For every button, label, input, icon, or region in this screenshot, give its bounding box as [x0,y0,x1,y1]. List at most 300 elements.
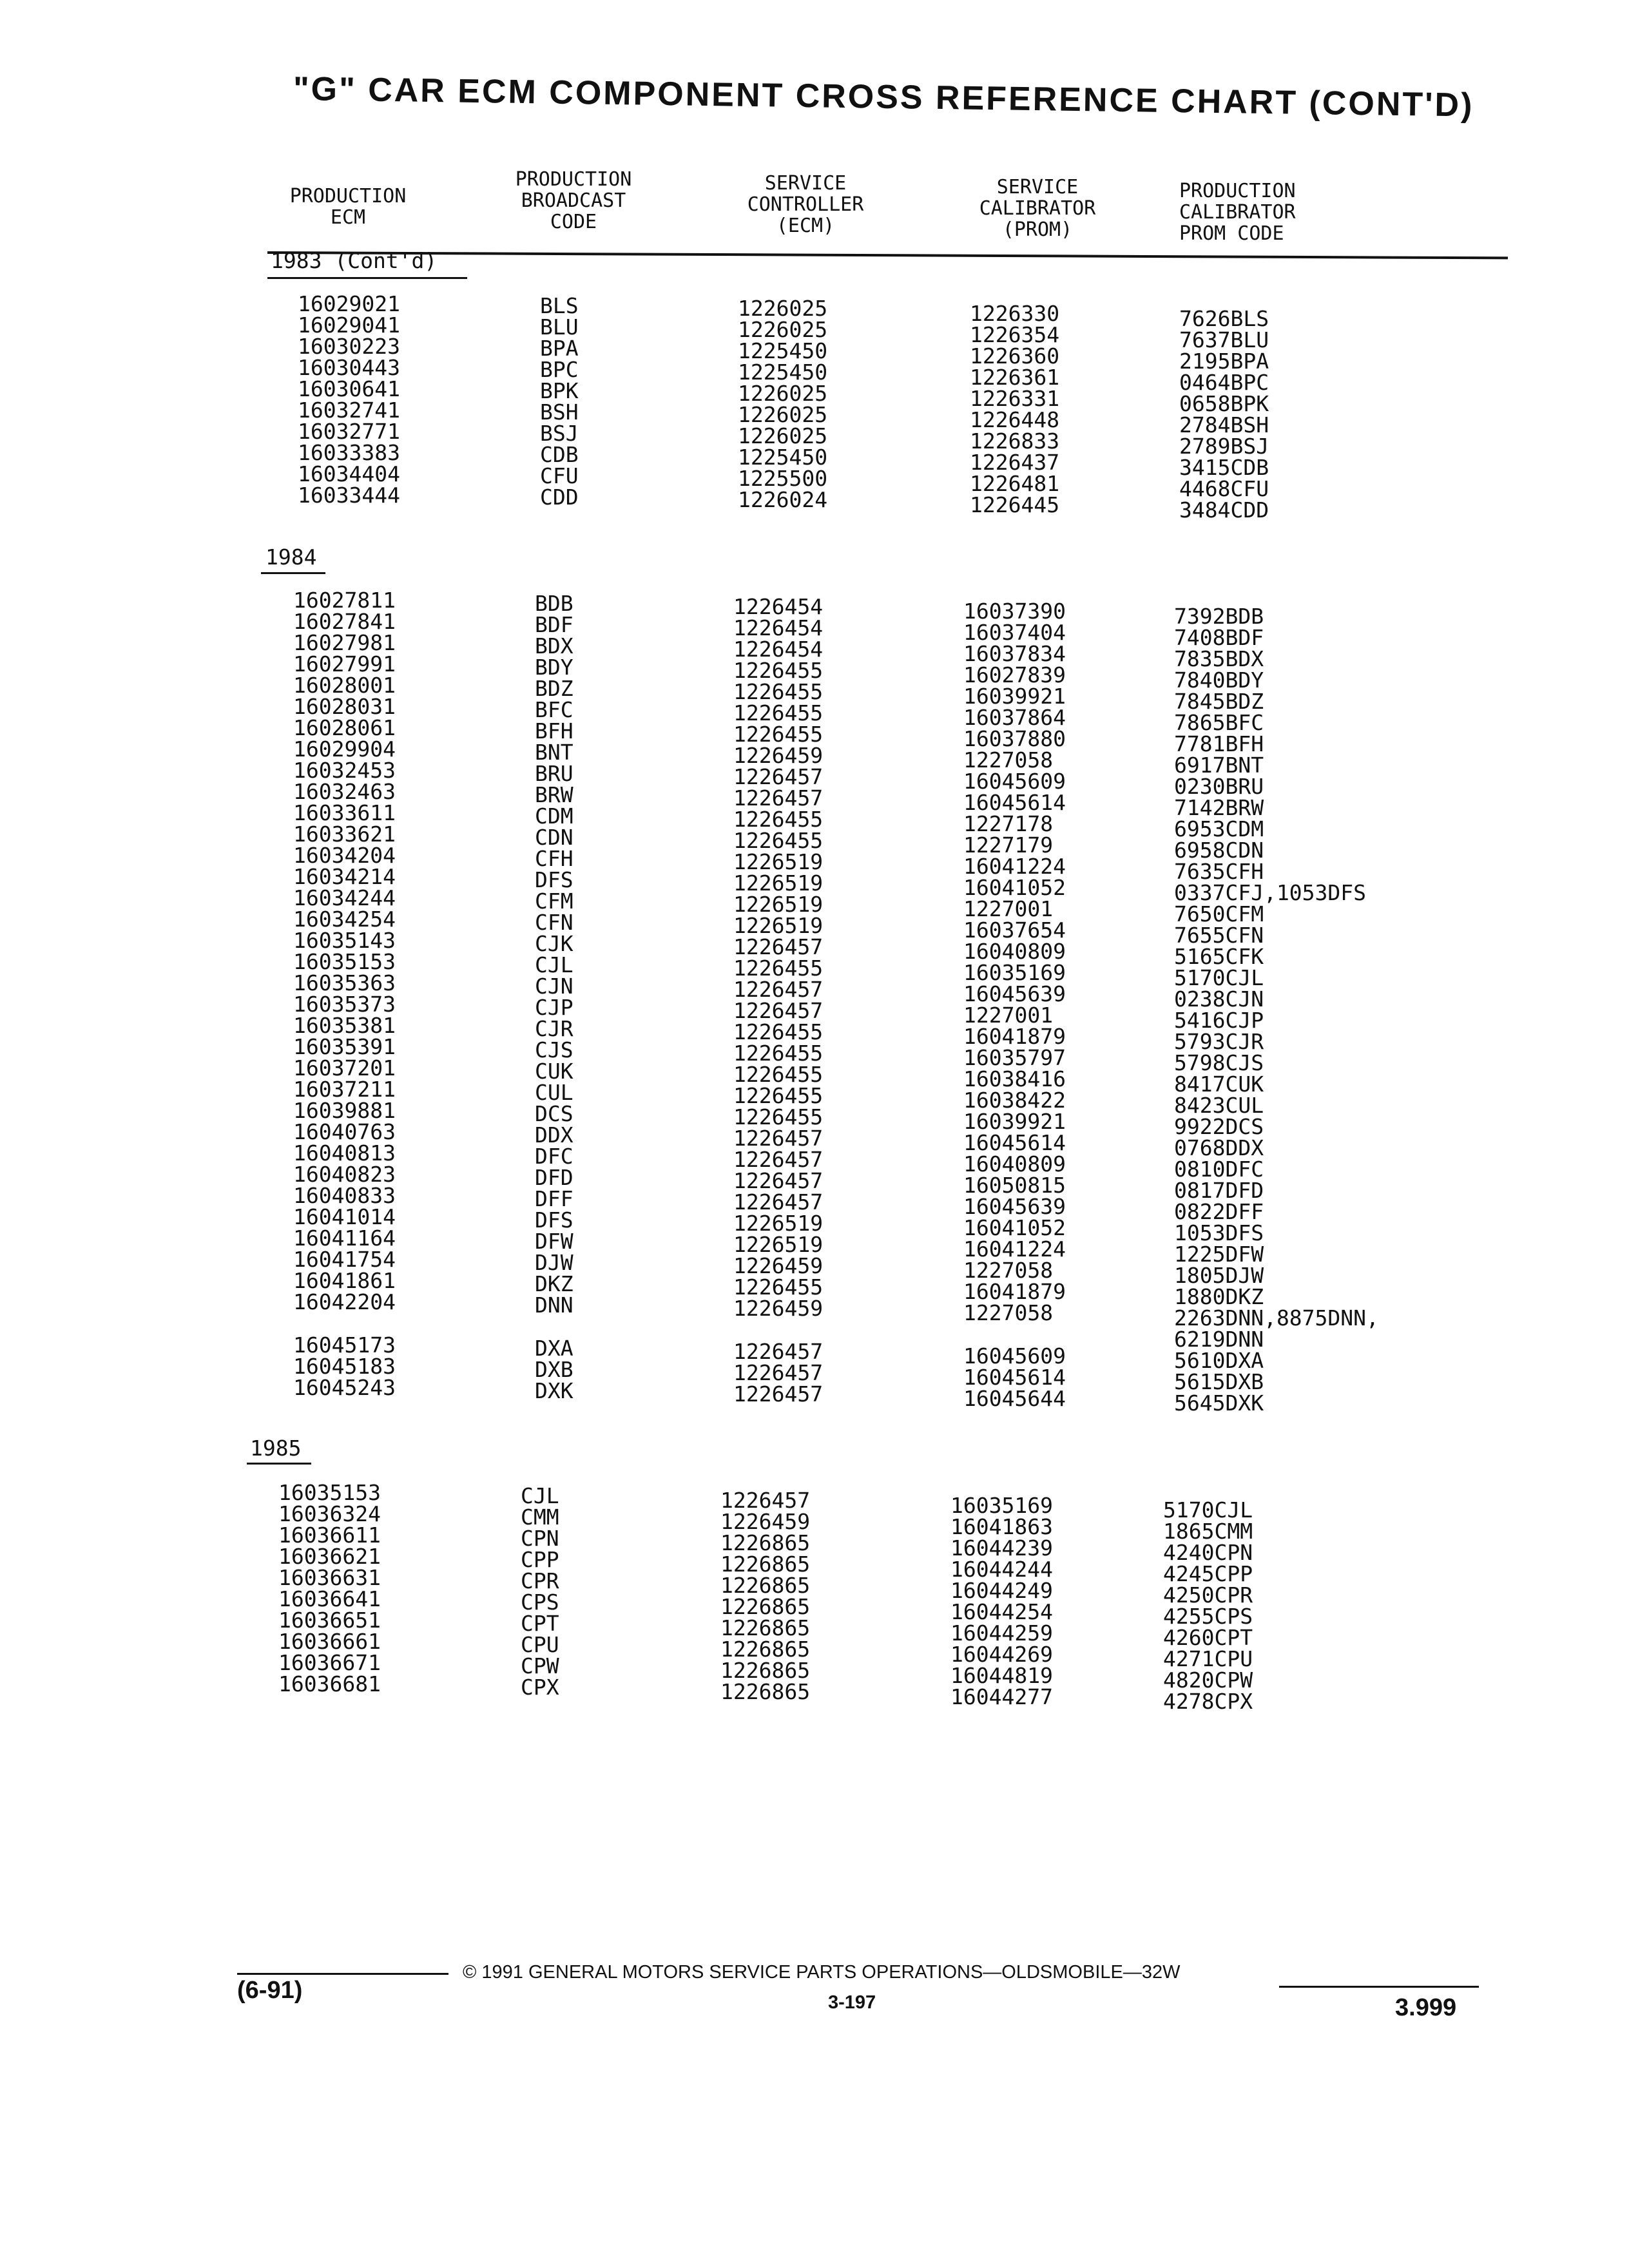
table-cell: 1226455 [733,700,824,726]
table-cell: 1805DJW [1174,1263,1264,1288]
table-cell: 1226437 [970,450,1060,475]
footer-page-number: 3-197 [828,1992,876,2013]
table-cell: 6953CDM [1174,816,1264,841]
table-cell: 16044277 [950,1684,1053,1709]
table-cell: 16045609 [963,769,1066,794]
table-cell: 7865BFC [1174,710,1264,735]
table-cell: 4255CPS [1163,1604,1253,1629]
table-cell: 16045609 [963,1343,1066,1369]
table-cell [733,1319,823,1341]
table-cell: 1226455 [733,658,824,683]
table-cell: 16038416 [963,1066,1066,1091]
table-cell: 1226361 [970,365,1060,390]
table-cell: 7781BFH [1174,731,1264,756]
table-cell: 1227001 [963,1003,1054,1028]
table-cell: 1226455 [733,1041,824,1066]
table-cell: 9922DCS [1174,1114,1264,1139]
table-cell: 1226455 [733,722,824,747]
section-label-1983: 1983 (Cont'd) [271,248,438,273]
header-line: CALIBRATOR [979,197,1096,220]
table-cell: DJW [535,1250,574,1275]
table-cell: 1226025 [738,296,828,321]
table-cell: 16034204 [293,843,396,868]
column-service-calibrator [950,1495,1053,1707]
column-prom-code [1163,1499,1253,1712]
table-cell: 1226454 [733,594,824,619]
table-cell: BDZ [535,676,574,701]
column-broadcast-code [521,1485,559,1698]
table-cell: 0658BPK [1179,391,1269,416]
table-cell: CFH [535,846,574,871]
table-cell: 1226519 [733,849,824,874]
table-cell: 4278CPX [1163,1689,1253,1714]
table-cell: 16036661 [278,1629,381,1654]
table-cell: CPP [521,1547,559,1572]
table-cell: 16027839 [963,662,1066,687]
table-cell: 1225500 [738,466,828,491]
footer-copyright: © 1991 GENERAL MOTORS SERVICE PARTS OPERATIONS—OLDSMOBILE—32W [463,1962,1181,1983]
column-service-controller [720,1490,810,1702]
table-cell [963,1323,1066,1345]
table-cell: 4240CPN [1163,1540,1253,1565]
table-cell: CDD [540,485,579,510]
table-cell: BNT [535,740,574,765]
table-cell: 7635CFH [1174,859,1264,884]
table-cell: 16029041 [298,312,400,338]
table-cell: 16035373 [293,992,396,1017]
section-underline [267,277,467,279]
table-cell: 7840BDY [1174,668,1264,693]
header-service-controller [715,173,896,236]
table-cell: 16036641 [278,1586,381,1611]
page-title: "G" CAR ECM COMPONENT CROSS REFERENCE CHART (CONT'D) [293,70,1474,124]
table-cell: BRW [535,782,574,807]
table-cell: 16028001 [293,673,396,698]
table-cell: 5170CJL [1174,965,1264,990]
table-cell: 16030223 [298,334,400,359]
table-cell: BPK [540,378,579,403]
table-cell: 1226457 [733,934,824,959]
table-cell: DXA [535,1336,574,1361]
table-cell: 1226024 [738,487,828,512]
header-line: (ECM) [776,215,835,237]
table-cell: 0337CFJ,1053DFS [1174,880,1367,905]
table-cell: 16041224 [963,854,1066,879]
table-cell: BLS [540,293,579,318]
table-cell: 1226455 [733,828,824,853]
header-line: CONTROLLER [747,193,864,216]
table-cell: 16028031 [293,694,396,719]
table-cell: 5170CJL [1163,1497,1253,1523]
table-cell: 0810DFC [1174,1157,1264,1182]
table-cell: CUK [535,1059,574,1084]
table-cell: 1226330 [970,301,1060,326]
table-cell: CPN [521,1526,559,1551]
table-cell: 16033611 [293,800,396,825]
table-cell: 16041052 [963,1215,1066,1240]
table-cell: 16044239 [950,1535,1053,1561]
table-cell: CJN [535,974,574,999]
section-underline [247,1463,311,1465]
table-cell: 16034404 [298,461,400,486]
table-cell: 16044819 [950,1663,1053,1688]
table-cell: 16044244 [950,1557,1053,1582]
section-label-1985: 1985 [250,1436,302,1461]
footer-rule-right [1279,1986,1479,1988]
table-cell: 16041052 [963,875,1066,900]
table-cell: 1226519 [733,1211,824,1236]
table-cell: BDF [535,612,574,637]
table-cell: BDX [535,633,574,658]
header-line: PRODUCTION [515,168,632,191]
column-broadcast-code [535,593,574,1401]
table-cell: 1226865 [720,1573,811,1598]
table-cell: 16036671 [278,1650,381,1675]
table-cell: DFC [535,1144,574,1169]
footer-section-number: 3.999 [1395,1994,1457,2021]
table-cell: 16037211 [293,1077,396,1102]
column-service-calibrator [970,303,1059,515]
table-cell: 1226457 [733,764,824,789]
table-cell: 1227001 [963,896,1054,921]
table-cell: 16044254 [950,1599,1053,1624]
table-cell: 1226457 [733,1339,824,1364]
table-cell: 16040809 [963,1151,1066,1177]
table-cell: 16037390 [963,599,1066,624]
table-cell: DFS [535,867,574,892]
table-cell: 16037201 [293,1055,396,1081]
column-prom-code [1179,308,1269,521]
table-cell: 16035381 [293,1013,396,1038]
column-production-ecm [278,1482,381,1695]
table-cell: 1226455 [733,1104,824,1129]
header-line: SERVICE [996,176,1079,198]
column-service-calibrator [963,601,1066,1409]
table-cell: 1225450 [738,338,828,363]
table-cell: BSH [540,399,579,425]
table-cell: 16045614 [963,1130,1066,1155]
table-cell: 2784BSH [1179,412,1269,437]
table-cell: 3484CDD [1179,497,1269,523]
table-cell: 16035169 [950,1493,1053,1518]
table-cell: 0238CJN [1174,986,1264,1012]
table-cell: CJS [535,1037,574,1062]
table-cell: 16037864 [963,705,1066,730]
table-cell: 1226025 [738,317,828,342]
table-cell: 1226331 [970,386,1060,411]
table-cell: 1227058 [963,1258,1054,1283]
table-cell: 16036611 [278,1523,381,1548]
table-cell: DNN [535,1293,574,1318]
table-cell: 16041164 [293,1225,396,1251]
table-cell: DDX [535,1122,574,1148]
footer-rule-left [237,1973,448,1975]
table-cell: 16038422 [963,1088,1066,1113]
table-cell: CPR [521,1568,559,1593]
table-cell: 1226455 [733,1062,824,1087]
table-cell: CPS [521,1590,559,1615]
table-cell: 16041879 [963,1024,1066,1049]
table-cell: 16027841 [293,609,396,634]
column-prom-code [1174,606,1379,1414]
table-cell: 16037654 [963,918,1066,943]
header-line: BROADCAST [521,189,626,212]
table-cell: 1226457 [733,998,824,1023]
table-cell: 1053DFS [1174,1220,1264,1245]
table-cell: CJR [535,1016,574,1041]
table-cell: 16040763 [293,1119,396,1144]
header-line: SERVICE [764,172,847,195]
table-cell: 1226865 [720,1637,811,1662]
table-cell: 8417CUK [1174,1072,1264,1097]
table-cell: 1226025 [738,402,828,427]
table-cell: 16045173 [293,1332,396,1358]
table-cell: 16045639 [963,981,1066,1006]
table-cell: 16050815 [963,1173,1066,1198]
header-rule [267,251,1508,259]
table-cell: 16032463 [293,779,396,804]
table-cell: 16041754 [293,1247,396,1272]
table-cell: BDY [535,655,574,680]
table-cell: 2195BPA [1179,349,1269,374]
table-cell: 1226865 [720,1615,811,1640]
header-line: PRODUCTION [1179,180,1296,202]
table-cell: 16034214 [293,864,396,889]
table-cell: 16037880 [963,726,1066,751]
table-cell: 1226455 [733,956,824,981]
table-cell: 1226454 [733,637,824,662]
table-cell: BSJ [540,421,579,446]
header-line: ECM [330,206,366,229]
table-cell: 5165CFK [1174,944,1264,969]
table-cell: 16030443 [298,355,400,380]
table-cell: 7408BDF [1174,625,1264,650]
table-cell: 1226354 [970,322,1060,347]
table-cell: 16036681 [278,1671,381,1696]
table-cell: 7650CFM [1174,901,1264,927]
table-cell: 5615DXB [1174,1369,1264,1394]
table-cell: DFS [535,1207,574,1233]
table-cell: 1226833 [970,428,1060,454]
table-cell: 16040809 [963,939,1066,964]
table-cell: 16034254 [293,907,396,932]
table-cell: 7835BDX [1174,646,1264,671]
table-cell: CPT [521,1611,559,1636]
table-cell: 6917BNT [1174,753,1264,778]
table-cell: DXB [535,1357,574,1382]
table-cell [293,1312,396,1334]
table-cell: 0817DFD [1174,1178,1264,1203]
table-cell: BFH [535,718,574,744]
table-cell: 16042204 [293,1289,396,1314]
table-cell: 7845BDZ [1174,689,1264,714]
table-cell: 16045639 [963,1194,1066,1219]
table-cell: 16035153 [293,949,396,974]
table-cell: CDM [535,803,574,829]
table-cell: 7142BRW [1174,795,1264,820]
table-cell: 16027991 [293,651,396,677]
header-prom-code [1179,180,1347,244]
header-production-ecm [264,186,432,228]
table-cell: 1227179 [963,832,1054,858]
table-cell: 16033444 [298,483,400,508]
table-cell: 16041224 [963,1236,1066,1262]
table-cell: 16040813 [293,1140,396,1166]
table-cell: 1226519 [733,870,824,896]
table-cell: 16027811 [293,588,396,613]
table-cell: BPC [540,357,579,382]
table-cell: 16036651 [278,1608,381,1633]
table-cell: 16036631 [278,1565,381,1590]
table-cell: CFN [535,910,574,935]
table-cell: 16035363 [293,970,396,995]
table-cell: 1226459 [733,743,824,768]
column-broadcast-code [540,295,579,508]
table-cell: 6219DNN [1174,1327,1264,1352]
table-cell: 16037834 [963,641,1066,666]
table-cell: 16045243 [293,1375,396,1400]
table-cell: BFC [535,697,574,722]
table-cell: 16035797 [963,1045,1066,1070]
table-cell: 1226519 [733,1232,824,1257]
table-cell: 3415CDB [1179,455,1269,480]
table-cell: 1880DKZ [1174,1284,1264,1309]
table-cell: 1226865 [720,1658,811,1683]
header-service-calibrator [947,177,1128,240]
table-cell: 1226459 [733,1253,824,1278]
table-cell: 16044259 [950,1620,1053,1646]
table-cell: CUL [535,1080,574,1105]
header-line: PRODUCTION [289,185,407,207]
table-cell: 16044269 [950,1642,1053,1667]
table-cell: 1226457 [733,1189,824,1215]
header-broadcast-code [490,169,657,233]
table-cell: 16041879 [963,1279,1066,1304]
table-cell: 16045183 [293,1354,396,1379]
table-cell: 1226457 [733,977,824,1002]
table-cell: 4260CPT [1163,1625,1253,1650]
table-cell: 1227178 [963,811,1054,836]
table-cell: 1865CMM [1163,1519,1253,1544]
table-cell: 16033621 [293,822,396,847]
table-cell: CFM [535,889,574,914]
table-cell: 1226454 [733,615,824,640]
table-cell: 7637BLU [1179,327,1269,352]
table-cell: 5798CJS [1174,1050,1264,1075]
table-cell: 16029904 [293,736,396,762]
table-cell: 16035153 [278,1480,381,1505]
table-cell: DXK [535,1378,574,1403]
table-cell: 1227058 [963,747,1054,773]
table-cell: 5645DXK [1174,1390,1264,1416]
table-cell: 16036621 [278,1544,381,1569]
table-cell: 1226457 [733,1381,824,1407]
table-cell: 1225450 [738,360,828,385]
table-cell: 4820CPW [1163,1667,1253,1693]
table-cell: CDN [535,825,574,850]
table-cell: 1226455 [733,1019,824,1044]
table-cell: 16041863 [950,1514,1053,1539]
table-cell: 16034244 [293,885,396,910]
table-cell: 1226459 [733,1296,824,1321]
table-cell: 5416CJP [1174,1008,1264,1033]
column-service-controller [738,298,827,510]
table-cell: 1226865 [720,1679,811,1704]
table-cell: CJL [535,952,574,977]
table-cell [535,1316,574,1338]
table-cell: 16032453 [293,758,396,783]
table-cell: 1226481 [970,471,1060,496]
section-underline [261,572,325,574]
table-cell: DFW [535,1229,574,1254]
table-cell: 16040823 [293,1162,396,1187]
table-cell: 4468CFU [1179,476,1269,501]
table-cell: CPX [521,1675,559,1700]
table-cell: 7655CFN [1174,923,1264,948]
table-cell: 1225450 [738,445,828,470]
table-cell: 4271CPU [1163,1646,1253,1671]
table-cell: 5793CJR [1174,1029,1264,1054]
table-cell: CJK [535,931,574,956]
table-cell: 16028061 [293,715,396,740]
table-cell: BLU [540,314,579,340]
table-cell: BPA [540,336,579,361]
header-line: PROM CODE [1179,222,1284,245]
table-cell: 16039881 [293,1098,396,1123]
table-cell: 1226455 [733,1274,824,1300]
table-cell: 1226457 [733,785,824,811]
table-cell: 1226457 [733,1147,824,1172]
table-cell: 16035143 [293,928,396,953]
table-cell: 1226455 [733,1083,824,1108]
table-cell: 16032741 [298,398,400,423]
table-cell: CFU [540,463,579,488]
table-cell: 1226360 [970,343,1060,369]
table-cell: CJP [535,995,574,1020]
table-cell: 16030641 [298,376,400,401]
table-cell: 16035391 [293,1034,396,1059]
header-line: (PROM) [1002,218,1073,241]
table-cell: 4250CPR [1163,1582,1253,1608]
footer-date-code: (6-91) [237,1977,303,2004]
table-cell: 16037404 [963,620,1066,645]
table-cell: 1226457 [720,1488,811,1513]
table-cell: 7392BDB [1174,604,1264,629]
section-label-1984: 1984 [265,544,317,570]
table-cell: 1226457 [733,1360,824,1385]
table-cell: 1226025 [738,381,828,406]
table-cell: 2789BSJ [1179,434,1269,459]
table-cell: 1226865 [720,1552,811,1577]
table-cell: 16041014 [293,1204,396,1229]
table-cell: 16040833 [293,1183,396,1208]
table-cell: 1226457 [733,1168,824,1193]
column-production-ecm [298,293,400,506]
table-cell: 1226459 [720,1509,811,1534]
header-line: CALIBRATOR [1179,201,1296,224]
table-cell: 1226519 [733,892,824,917]
column-production-ecm [293,590,396,1398]
table-cell: CPW [521,1653,559,1678]
table-cell: 2263DNN,8875DNN, [1174,1305,1379,1331]
table-cell: 6958CDN [1174,838,1264,863]
table-cell: DCS [535,1101,574,1126]
table-cell: 1226865 [720,1530,811,1555]
table-cell: CJL [521,1483,559,1508]
table-cell: 16044249 [950,1578,1053,1603]
table-cell: 16045644 [963,1386,1066,1411]
table-cell: DFF [535,1186,574,1211]
